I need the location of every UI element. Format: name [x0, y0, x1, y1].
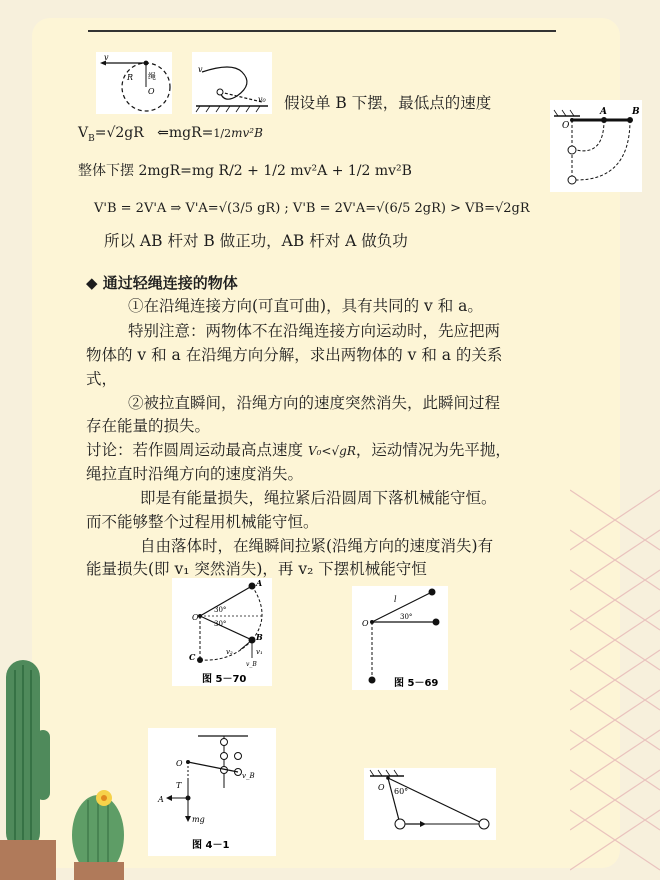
figure-60-degree [364, 768, 496, 840]
fig41-label-vb: v_B [242, 772, 255, 780]
paragraph-2-line-1: 特别注意：两物体不在沿绳连接方向运动时，先应把两 [128, 322, 501, 340]
paragraph-5-line-1: 即是有能量损失，绳拉紧后沿圆周下落机械能守恒。 [140, 489, 497, 507]
paragraph-2-line-3: 式， [86, 370, 118, 388]
fig570-label-v1: v₁ [256, 648, 263, 656]
paragraph-6-line-1: 自由落体时，在绳瞬间拉紧(沿绳方向的速度消失)有 [140, 537, 494, 555]
vb-formula-line [78, 120, 263, 152]
figure-track-loop [192, 52, 272, 114]
fig-label-r: R [127, 73, 134, 82]
fig-rod-label-b: B [632, 107, 640, 117]
paragraph-1: ①在沿绳连接方向(可直可曲)，具有共同的 v 和 a。 [128, 297, 483, 315]
figure-5-70 [172, 578, 272, 686]
section-title: 通过轻绳连接的物体 [102, 274, 238, 292]
paragraph-2-line-2: 物体的 v 和 a 在沿绳方向分解，求出两物体的 v 和 a 的关系 [86, 346, 503, 364]
fig-rod-label-o: O [562, 121, 570, 131]
fig569-angle: 30° [400, 613, 413, 621]
fig570-caption: 图 5－70 [202, 674, 247, 685]
kinetic-term: mv²B [231, 126, 263, 140]
fig60-label-o: O [378, 783, 385, 792]
fig570-label-o: O [192, 613, 199, 622]
vb-subscript: B [88, 133, 95, 144]
diamond-bullet-icon: ◆ [86, 274, 98, 292]
fig569-caption: 图 5－69 [394, 678, 439, 689]
figure-rod-ab [550, 100, 642, 192]
paragraph-3-line-1: ②被拉直瞬间，沿绳方向的速度突然消失，此瞬间过程 [128, 394, 501, 412]
figure-5-69 [352, 586, 448, 690]
fig-label-rope: 绳 [148, 72, 156, 81]
paragraph-5-line-2: 而不能够整个过程用机械能守恒。 [86, 513, 319, 531]
energy-relation: ⇐mgR= [157, 125, 214, 141]
half-fraction: 1/2 [213, 127, 232, 140]
figure-circle-rope [96, 52, 172, 114]
figure-4-1 [148, 728, 276, 856]
fig41-caption: 图 4－1 [192, 840, 230, 851]
v0-condition: V₀<√gR [307, 444, 356, 458]
fig-rod-label-a: A [600, 107, 607, 117]
paragraph-4-line-2: 绳拉直时沿绳方向的速度消失。 [86, 465, 304, 483]
fig570-label-v2: v₂ [226, 648, 233, 656]
fig60-angle: 60° [394, 787, 409, 796]
cactus-decoration [0, 640, 140, 880]
discussion-lead: 讨论：若作圆周运动最高点速度 [86, 441, 304, 459]
fig41-label-t: T [176, 781, 182, 790]
fig569-label-o: O [362, 619, 369, 628]
fig570-label-c: C [189, 652, 196, 662]
fig570-angle-1: 30° [214, 606, 227, 614]
fig-label-v: v [104, 53, 109, 62]
fig570-label-a: A [256, 578, 263, 588]
fig41-label-a: A [158, 795, 164, 804]
fig41-label-mg: mg [192, 815, 205, 824]
top-rule [88, 30, 556, 32]
discussion-tail: ，运动情况为先平抛， [355, 441, 511, 459]
paragraph-4-line-1 [86, 437, 511, 464]
conclusion-text: 所以 AB 杆对 B 做正功，AB 杆对 A 做负功 [104, 232, 408, 250]
whole-swing-equation: 整体下摆 2mgR=mg R/2 + 1/2 mv²A + 1/2 mv²B [78, 163, 412, 179]
fig41-label-o: O [176, 759, 183, 768]
fig-track-label-v0: v₀ [258, 95, 266, 104]
fig570-label-b: B [256, 632, 263, 642]
fig570-angle-2: 30° [214, 620, 227, 628]
fig-label-o: O [148, 87, 155, 96]
fig570-label-vb: v_B [246, 661, 257, 668]
fig569-label-l: l [394, 595, 397, 604]
grid-decoration [570, 470, 660, 880]
paragraph-3-line-2: 存在能量的损失。 [86, 417, 211, 435]
paragraph-6-line-2: 能量损失(即 v₁ 突然消失)，再 v₂ 下摆机械能守恒 [86, 560, 427, 578]
assume-text: 假设单 B 下摆，最低点的速度 [284, 94, 492, 112]
velocity-relation-line: V'B = 2V'A ⇒ V'A=√(3/5 gR) ; V'B = 2V'A=√(6/5 2gR) > VB=√2gR [94, 201, 530, 216]
vb-value: =√2gR [94, 125, 144, 141]
fig-track-label-v: v [198, 65, 203, 74]
vb-symbol: V [78, 125, 89, 141]
